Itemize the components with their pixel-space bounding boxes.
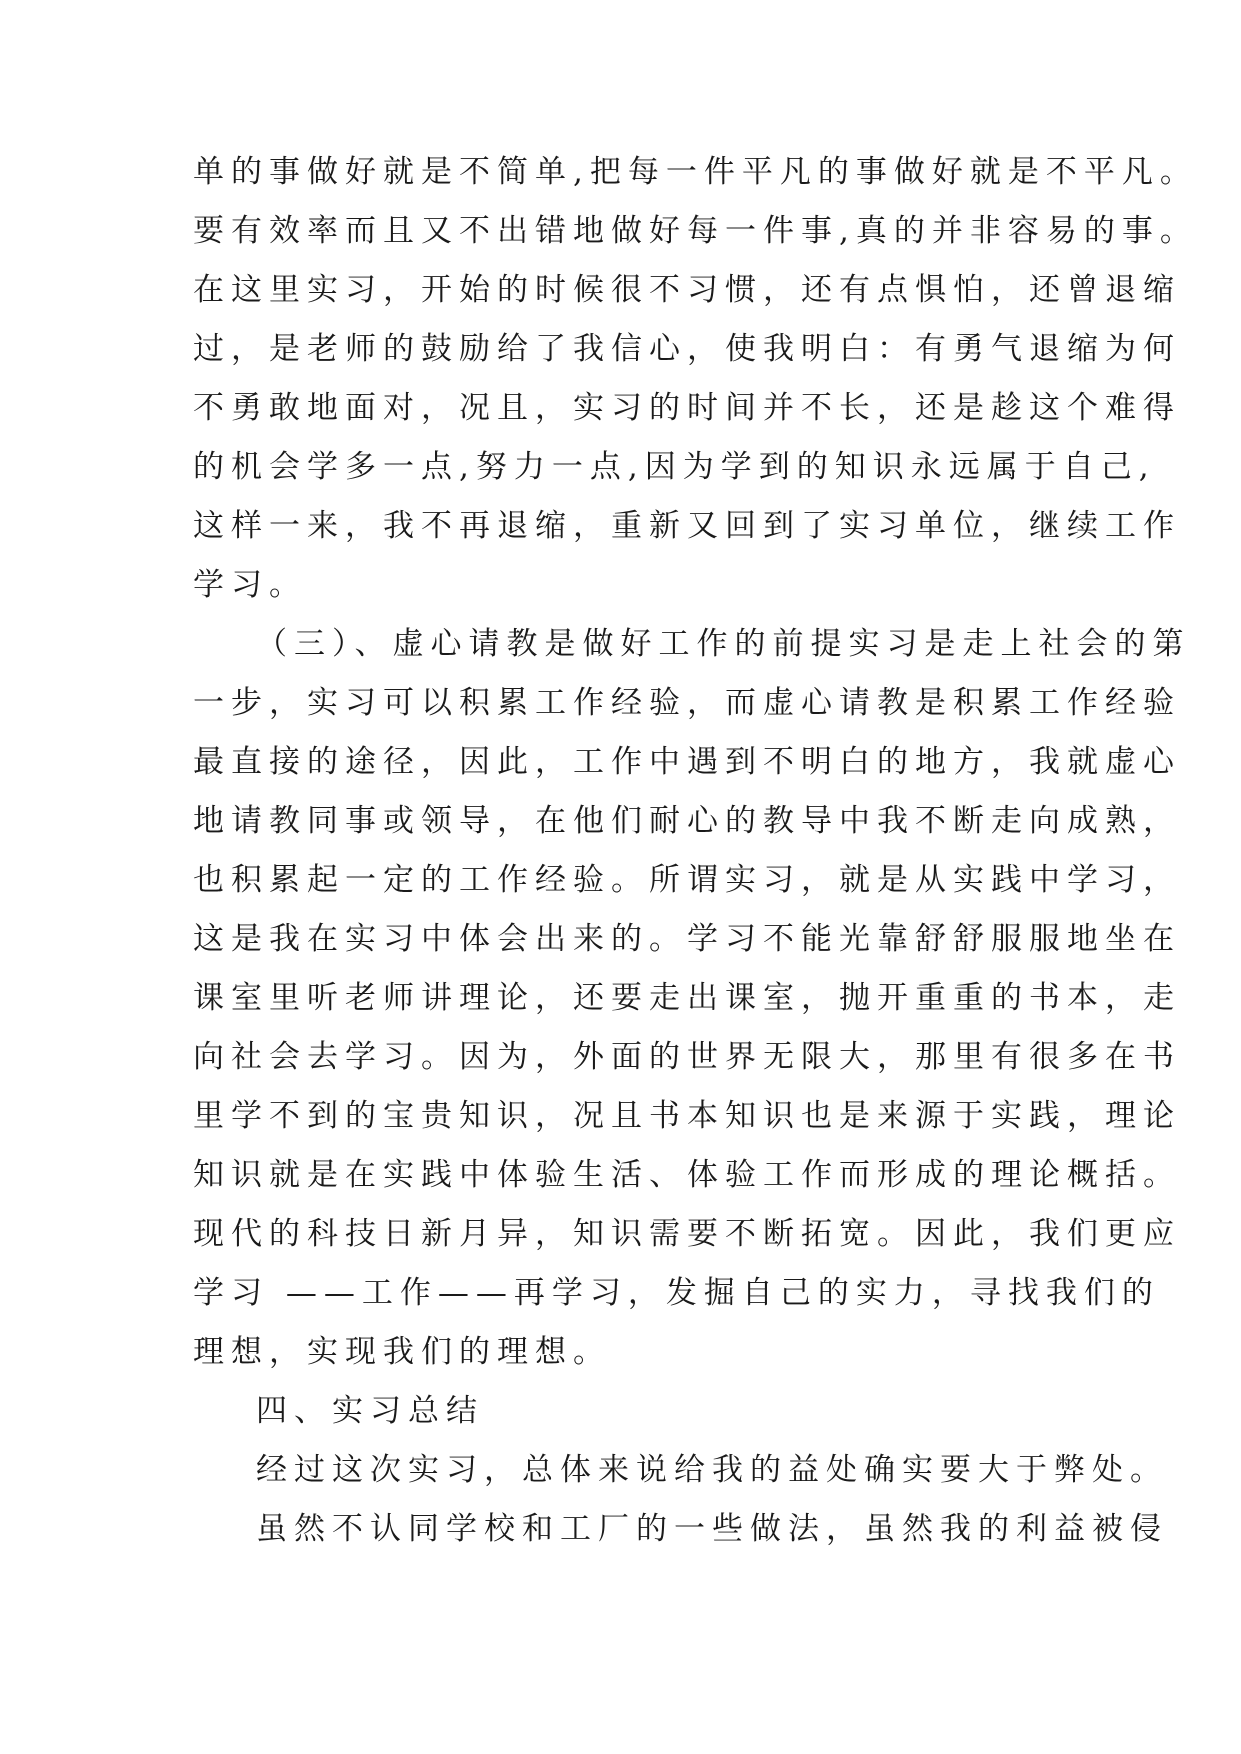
text-line-1: 单的事做好就是不简单,把每一件平凡的事做好就是不平凡。 — [193, 154, 1198, 190]
text-line-2: 要有效率而且又不出错地做好每一件事,真的并非容易的事。 — [193, 213, 1198, 249]
section-three-heading-line: （三）、虚心请教是做好工作的前提实习是走上社会的第 — [256, 626, 1191, 662]
text-line-7: 这样一来，我不再退缩，重新又回到了实习单位，继续工作 — [193, 508, 1181, 544]
text-line-16: 向社会去学习。因为，外面的世界无限大，那里有很多在书 — [193, 1039, 1181, 1075]
text-line-15: 课室里听老师讲理论，还要走出课室，抛开重重的书本，走 — [193, 980, 1181, 1016]
text-line-5: 不勇敢地面对，况且，实习的时间并不长，还是趁这个难得 — [193, 390, 1181, 426]
text-line-19: 现代的科技日新月异，知识需要不断拓宽。因此，我们更应 — [193, 1216, 1181, 1252]
text-line-21: 理想，实现我们的理想。 — [193, 1334, 611, 1370]
text-line-24: 虽然不认同学校和工厂的一些做法，虽然我的利益被侵 — [256, 1511, 1168, 1547]
text-line-13: 也积累起一定的工作经验。所谓实习，就是从实践中学习， — [193, 862, 1181, 898]
text-line-18: 知识就是在实践中体验生活、体验工作而形成的理论概括。 — [193, 1157, 1181, 1193]
text-line-4: 过，是老师的鼓励给了我信心，使我明白：有勇气退缩为何 — [193, 331, 1181, 367]
text-line-12: 地请教同事或领导，在他们耐心的教导中我不断走向成熟， — [193, 803, 1181, 839]
text-line-17: 里学不到的宝贵知识，况且书本知识也是来源于实践，理论 — [193, 1098, 1181, 1134]
text-line-11: 最直接的途径，因此，工作中遇到不明白的地方，我就虚心 — [193, 744, 1181, 780]
text-line-3: 在这里实习，开始的时候很不习惯，还有点惧怕，还曾退缩 — [193, 272, 1181, 308]
text-line-20: 学习 ——工作——再学习，发掘自己的实力，寻找我们的 — [193, 1275, 1160, 1311]
text-line-23: 经过这次实习，总体来说给我的益处确实要大于弊处。 — [256, 1452, 1168, 1488]
text-line-8: 学习。 — [193, 567, 307, 603]
text-line-10: 一步，实习可以积累工作经验，而虚心请教是积累工作经验 — [193, 685, 1181, 721]
text-line-14: 这是我在实习中体会出来的。学习不能光靠舒舒服服地坐在 — [193, 921, 1181, 957]
text-line-6: 的机会学多一点,努力一点,因为学到的知识永远属于自己, — [193, 449, 1156, 485]
section-four-heading: 四、实习总结 — [256, 1393, 484, 1429]
